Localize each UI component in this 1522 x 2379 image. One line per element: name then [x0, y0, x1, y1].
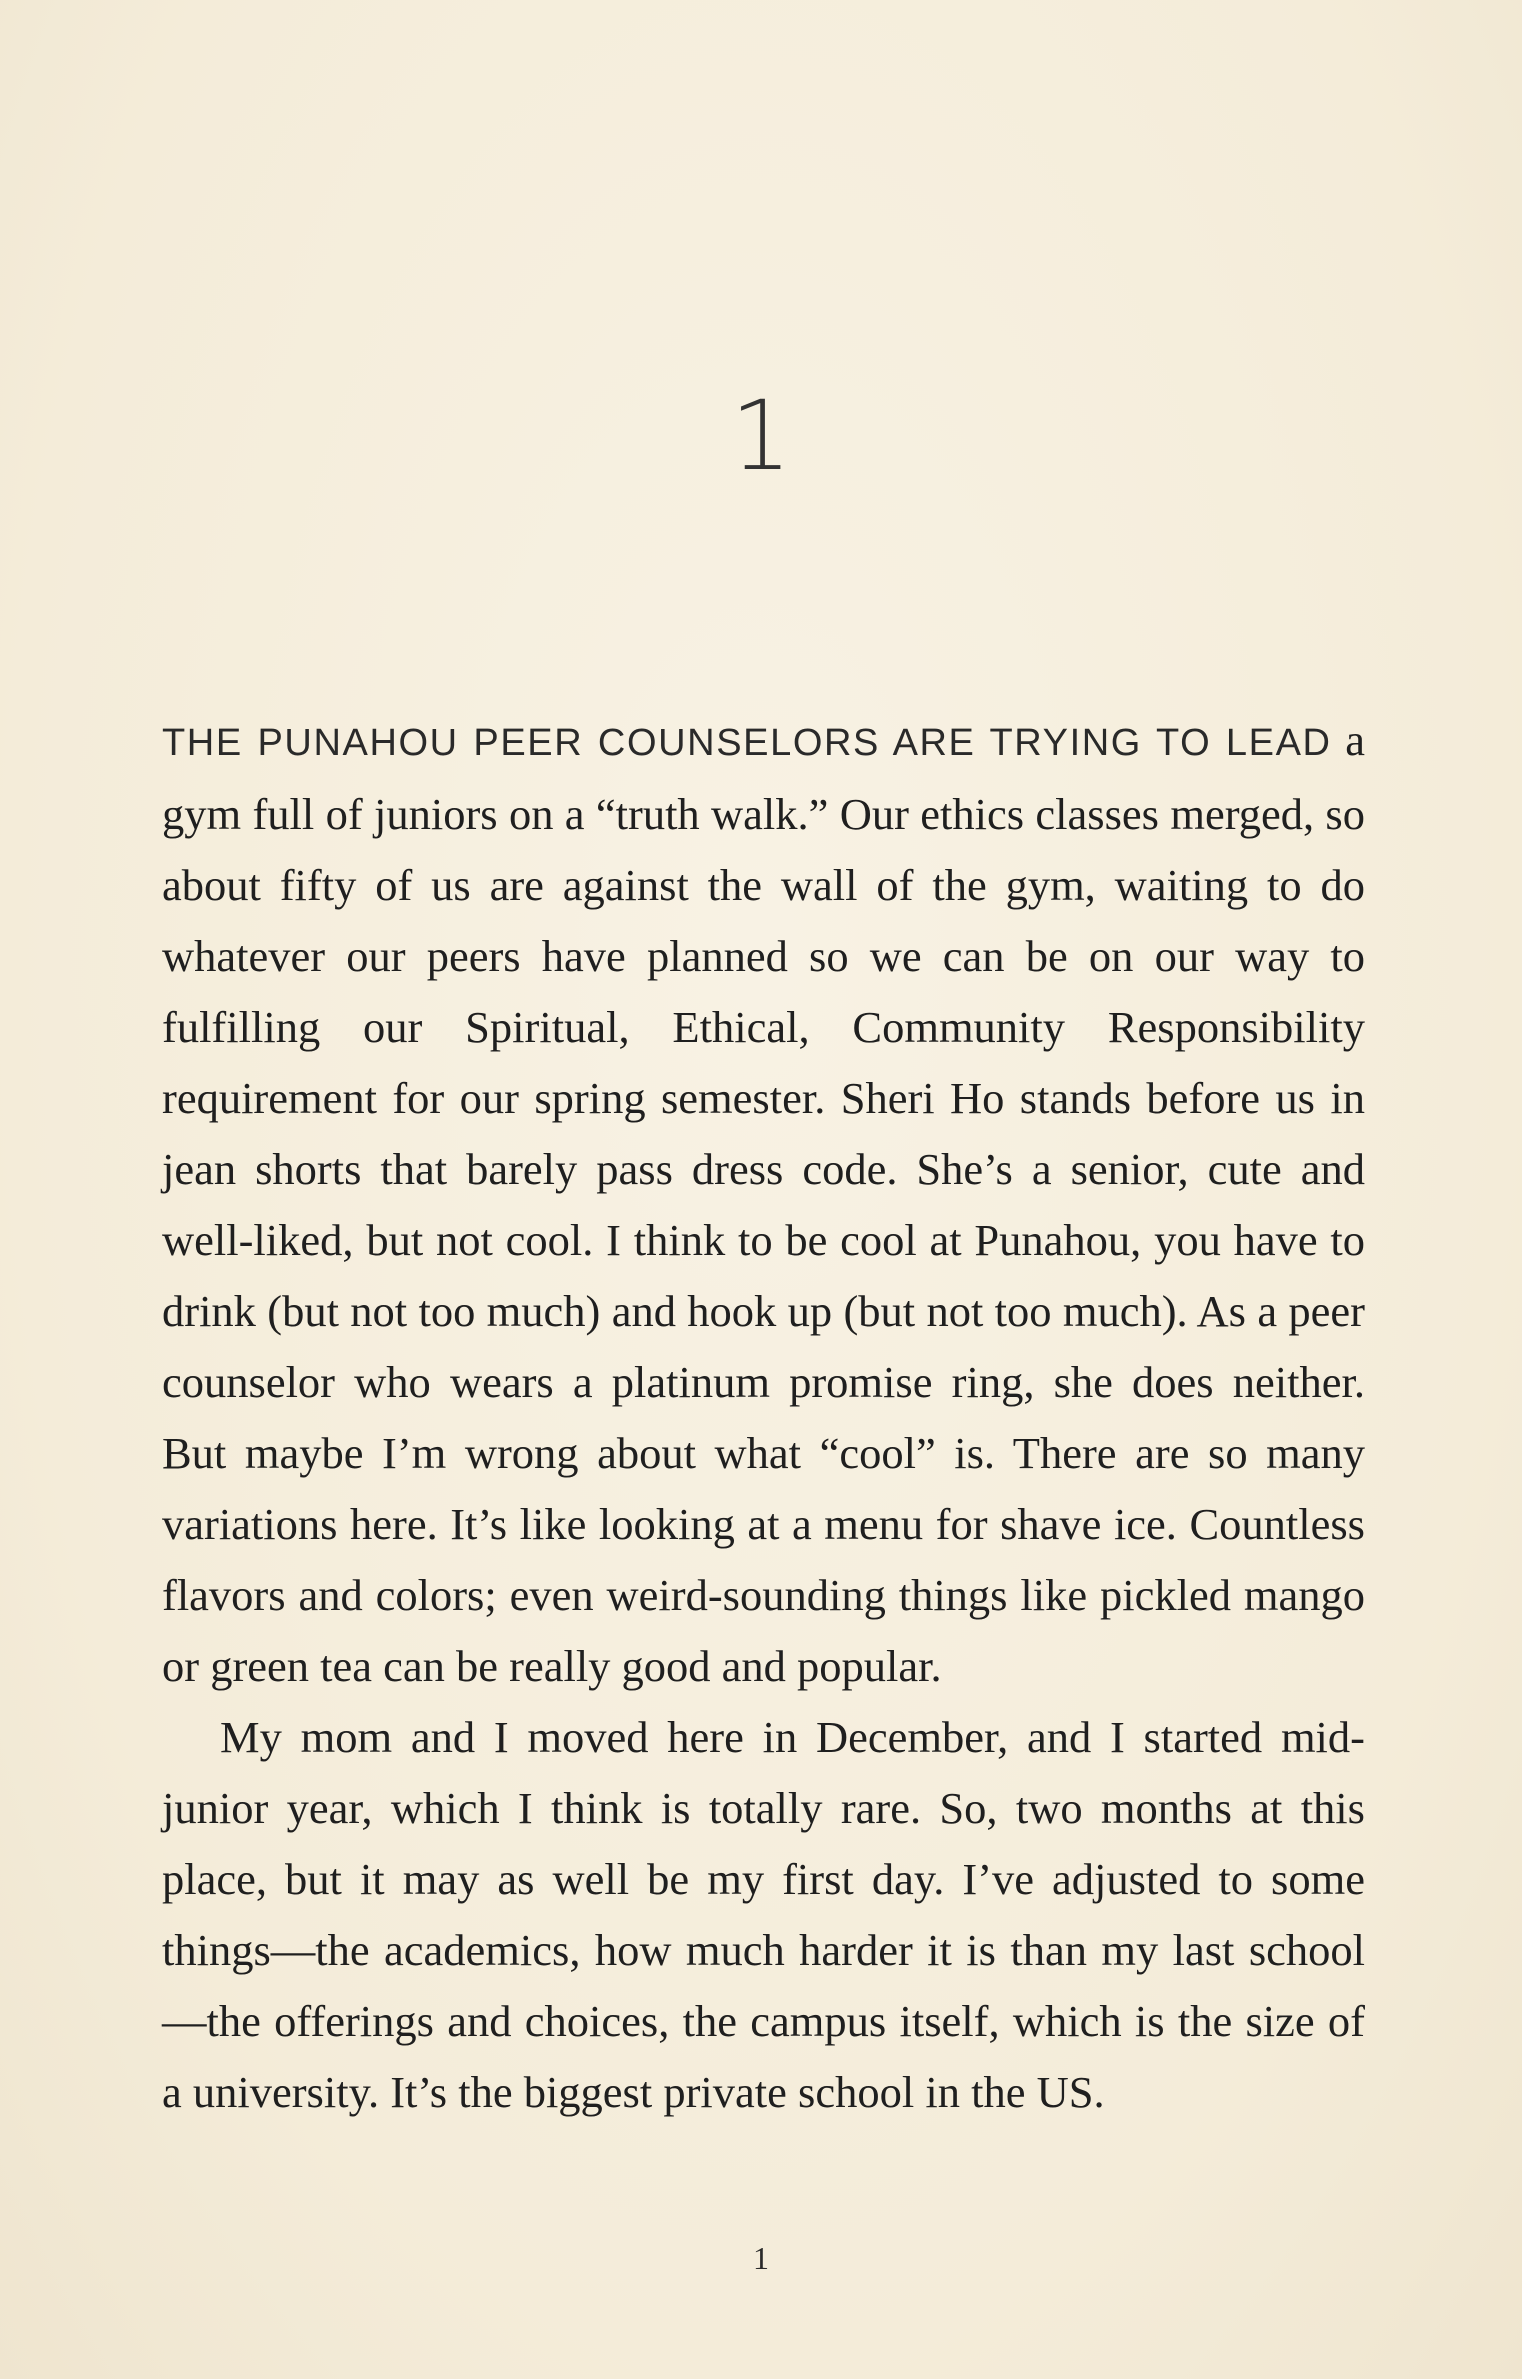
paragraph-2-text: My mom and I moved here in December, and I started mid-junior year, which I think is totally rare. So, two months at this place, but it may as well be my first day. I’ve adjusted to some things—the academics, how much harder it is than my last school—the offerings and choices, the campus itself, which is the size of a university. It’s the biggest private school in the US.	[162, 1712, 1365, 2117]
chapter-number: 1	[730, 380, 792, 492]
paragraph-2	[162, 1702, 1365, 2128]
paragraph-1-text: a gym full of juniors on a “truth walk.” Our ethics classes merged, so about fifty of us are against the wall of the gym, waiting to do whatever our peers have planned so we can be on our way to fulfilling our Spiritual, Ethical, Community Responsibility requirement for our spring semester. Sheri Ho stands before us in jean shorts that barely pass dress code. She’s a senior, cute and well-liked, but not cool. I think to be cool at Punahou, you have to drink (but not too much) and hook up (but not too much). As a peer counselor who wears a platinum promise ring, she does neither. But maybe I’m wrong about what “cool” is. There are so many variations here. It’s like looking at a menu for shave ice. Countless flavors and colors; even weird-sounding things like pickled mango or green tea can be really good and popular.	[162, 715, 1365, 1691]
chapter-body	[162, 705, 1365, 2128]
page-number: 1	[753, 2240, 769, 2276]
paragraph-1	[162, 705, 1365, 1702]
paragraph-lead-in: THE PUNAHOU PEER COUNSELORS ARE TRYING TO LEAD	[162, 722, 1332, 764]
